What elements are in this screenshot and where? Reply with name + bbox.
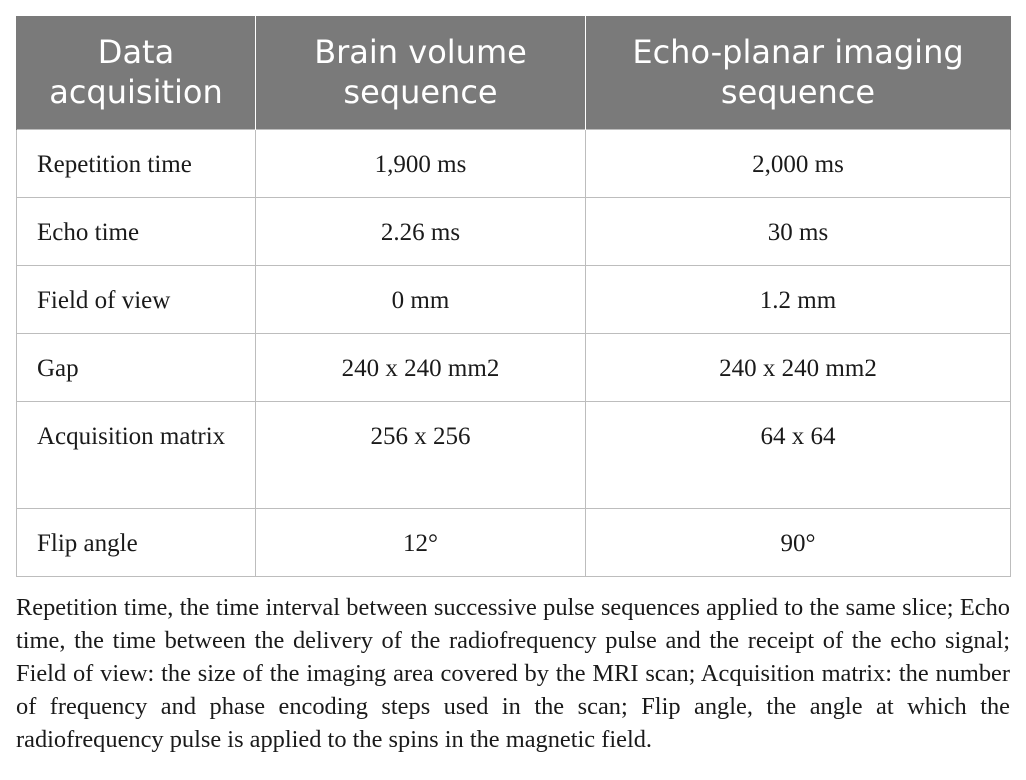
brain-volume-value: 0 mm: [256, 265, 586, 333]
brain-volume-value: 12°: [256, 508, 586, 576]
header-row: [17, 16, 1011, 129]
row-label: Flip angle: [17, 508, 256, 576]
epi-value: 90°: [586, 508, 1011, 576]
table-row: [17, 129, 1011, 197]
row-label: Repetition time: [17, 129, 256, 197]
epi-value: 64 x 64: [586, 401, 1011, 508]
header-echo-planar-imaging-sequence: Echo-planar imaging sequence: [586, 16, 1011, 129]
table-row: [17, 265, 1011, 333]
row-label: Gap: [17, 333, 256, 401]
epi-value: 30 ms: [586, 197, 1011, 265]
row-label: Echo time: [17, 197, 256, 265]
brain-volume-value: 2.26 ms: [256, 197, 586, 265]
epi-value: 240 x 240 mm2: [586, 333, 1011, 401]
table-row: [17, 508, 1011, 576]
header-brain-volume-sequence: Brain volume sequence: [256, 16, 586, 129]
brain-volume-value: 256 x 256: [256, 401, 586, 508]
brain-volume-value: 240 x 240 mm2: [256, 333, 586, 401]
table-row: [17, 197, 1011, 265]
epi-value: 1.2 mm: [586, 265, 1011, 333]
table-row: [17, 333, 1011, 401]
table-container: [16, 16, 1010, 780]
table-row: [17, 401, 1011, 508]
header-data-acquisition: Data acquisition: [17, 16, 256, 129]
epi-value: 2,000 ms: [586, 129, 1011, 197]
mri-parameters-table: [16, 16, 1011, 577]
row-label: Acquisition matrix: [17, 401, 256, 508]
row-label: Field of view: [17, 265, 256, 333]
brain-volume-value: 1,900 ms: [256, 129, 586, 197]
table-footnote: Repetition time, the time interval between successive pulse sequences applied to the same slice; Echo time, the time between the delivery of the radiofrequency pulse and the receipt of the echo signal; Field of view: the size of the imaging area covered by the MRI scan; Acquisition matrix: the number of frequency and phase encoding steps used in the scan; Flip angle, the angle at which the radiofrequency pulse is applied to the spins in the magnetic field.: [16, 593, 1010, 753]
